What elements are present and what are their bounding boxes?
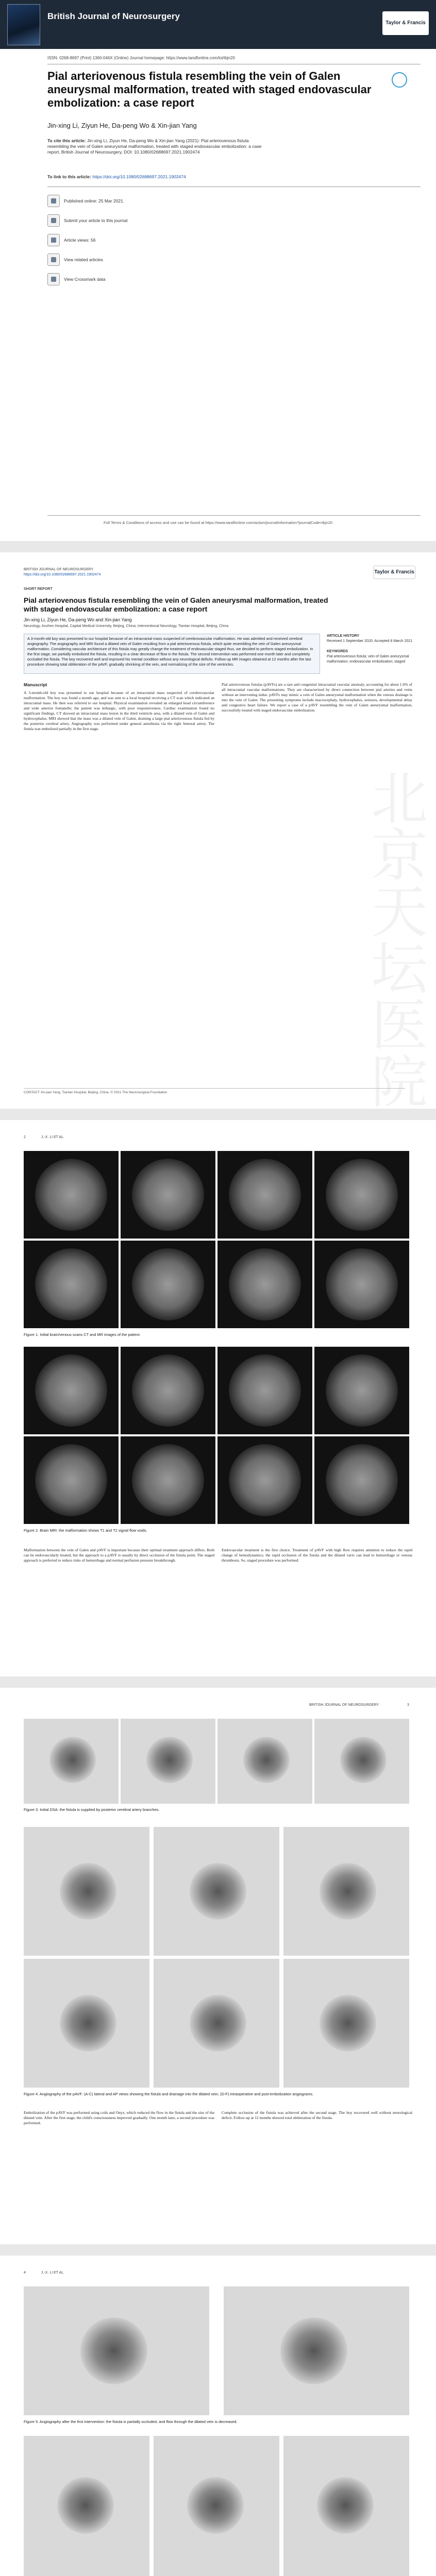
article-page-1 (0, 552, 436, 1109)
running-head: J.-X. LI ET AL. (41, 2271, 65, 2275)
abstract-box: A 3-month-old boy was presented to our hospital because of an intracranial mass suspected of cerebrovascular malformation. He was admitted and received cerebral angiography. The angiography and MRI found a dilated vein of Galen resulting from a pial arteriovenous fistula, which quite resembling the vein of Galen aneurysmal malformation. Considering vascular architecture of this fistula may greatly change the treatment of endovascular staged thus, we decided to perform staged embolization. In the first stage, we partially embolized the fistula, resulting in a clear decrease of flow in the fistula. The second intervention was performed one month later and completely occluded the fistula. The boy recovered well and improved his mental condition without any neurological deficits. Follow-up MR images obtained at 12 months after the last procedure showing total obliteration of the pAVF, gradually shrinking of the vein, and normalizing of the size of the ventricles. (24, 634, 320, 674)
bar-chart-icon (47, 234, 60, 246)
related-articles-link[interactable] (47, 253, 103, 266)
figure-3-panel-c (217, 1719, 312, 1804)
article-history (327, 634, 414, 665)
figure-1-panel-f (121, 1241, 215, 1328)
running-head: BRITISH JOURNAL OF NEUROSURGERY (309, 1703, 379, 1707)
issn-line: ISSN: 0268-8697 (Print) 1360-046X (Online) Journal homepage: https://www.tandfonline.com/loi/ibjn20 (47, 56, 235, 60)
figure-1-panel-g (217, 1241, 312, 1328)
page-separator (0, 1109, 436, 1120)
figure-5-panel-b (224, 2286, 409, 2415)
figure-2-panel-c (217, 1347, 312, 1434)
pencil-icon (47, 214, 60, 227)
figure-2-caption: Figure 2. Brain MRI: the malformation shows T1 and T2 signal flow voids. (24, 1528, 147, 1533)
page-number: 2 (24, 1136, 26, 1139)
page-separator (0, 2244, 436, 2256)
figure-2-panel-f (121, 1436, 215, 1524)
figure-4-panel-e (154, 1959, 279, 2088)
figure-1-panel-h (314, 1241, 409, 1328)
doi-link[interactable]: https://doi.org/10.1080/02688697.2021.1902474 (92, 174, 186, 179)
figure-4-panel-f (283, 1959, 409, 2088)
history-text: Received 1 September 2020; Accepted 8 March 2021 (327, 639, 413, 643)
figure-2-panel-d (314, 1347, 409, 1434)
article-authors: Jin-xing Li, Ziyun He, Da-peng Wo & Xin-jian Yang (47, 122, 197, 129)
figure-4-caption: Figure 4. Angiography of the pAVF: (A-C) lateral and AP views showing the fistula and drainage into the dilated vein; (D-F) intraoperative and post-embolization angiograms. (24, 2092, 314, 2096)
publisher-logo: Taylor & Francis (373, 566, 415, 579)
figure-3-panel-b (121, 1719, 215, 1804)
journal-header (0, 0, 436, 49)
figure-4-panel-b (154, 1827, 279, 1956)
body-column-right: Endovascular treatment is the first choice. Treatment of pAVF with high flow requires attention to reduce the rapid change of hemodynamics; the rapid occlusion of the fistula and the dilated varix can lead to hemorrhage or venous thrombosis. So, staged procedure was performed. (222, 1548, 412, 1563)
figure-6-panel-a (24, 2436, 149, 2576)
calendar-icon (47, 195, 60, 207)
article-views-text: Article views: 56 (64, 238, 96, 243)
keywords-label: KEYWORDS (327, 650, 348, 653)
crossmark-link[interactable] (47, 273, 106, 285)
published-online-text: Published online: 25 Mar 2021. (64, 198, 125, 204)
related-articles-text: View related articles (64, 257, 103, 262)
figure-1-panel-d (314, 1151, 409, 1239)
figure-3-panel-d (314, 1719, 409, 1804)
running-head: J.-X. LI ET AL. (41, 1136, 65, 1139)
journal-title: British Journal of Neurosurgery (47, 11, 180, 21)
figure-2-panel-h (314, 1436, 409, 1524)
affiliation: Neurology, Anzhen Hospital, Capital Medical University, Beijing, China; Interventional Neurology, Tiantan Hospital, Beijing, China (24, 624, 229, 628)
figure-4-panel-c (283, 1827, 409, 1956)
page-number: 4 (24, 2271, 26, 2275)
body-column-left: A 3-month-old boy was presented to our hospital because of an intracranial mass suspected of cerebrovascular malformation. The boy was found a month ago, and was sent to a local hospital receiving a CT scan which indicated an intracranial mass. He then was referred to our hospital. Physical examination revealed an enlarged head circumference and wide anterior fontanelle; the patient was lethargic, with poor responsiveness. Cardiac examination found no significant findings. CT showed an intracranial mass lesion in the third ventricle area, with a dilated vein of Galen and hydrocephalus. MRI showed that the mass was a dilated vein of Galen, draining a large pial arteriovenous fistula fed by the posterior cerebral artery. Angiography was performed under general anesthesia via the right femoral artery. The fistula was embolized partially in the first stage. (24, 690, 214, 731)
crossmark-small-icon (47, 273, 60, 285)
divider (47, 515, 421, 516)
figure-3-caption: Figure 3. Initial DSA: the fistula is supplied by posterior cerebral artery branches. (24, 1807, 160, 1812)
publisher-logo: Taylor & Francis (382, 11, 429, 35)
section-label: SHORT REPORT (24, 587, 53, 591)
article-page-4 (0, 2256, 436, 2576)
page-separator (0, 541, 436, 552)
figure-6-panel-c (283, 2436, 409, 2576)
cite-lead: To cite this article: (47, 138, 86, 143)
figure-5-panel-a (24, 2286, 209, 2415)
article-authors: Jin-xing Li, Ziyun He, Da-peng Wo and Xin-jian Yang (24, 617, 132, 622)
figure-2-panel-g (217, 1436, 312, 1524)
figure-3-panel-a (24, 1719, 119, 1804)
figure-1-panel-a (24, 1151, 119, 1239)
running-head: BRITISH JOURNAL OF NEUROSURGERY (24, 568, 94, 571)
terms-link[interactable]: Full Terms & Conditions of access and use can be found at https://www.tandfonline.com/action/journalInformation?journalCode=ibjn20 (103, 520, 333, 525)
page-number: 3 (407, 1703, 409, 1707)
article-page-2 (0, 1120, 436, 1676)
crossmark-icon[interactable] (392, 72, 407, 88)
article-page-3 (0, 1688, 436, 2244)
history-label: ARTICLE HISTORY (327, 634, 360, 638)
manuscript-heading: Manuscript (24, 682, 47, 687)
body-column-right: Complete occlusion of the fistula was achieved after the second stage. The boy recovered well without neurological deficit. Follow-up at 12 months showed total obliteration of the fistula. (222, 2110, 412, 2120)
figure-2-panel-a (24, 1347, 119, 1434)
footnote: CONTACT Xin-jian Yang, Tiantan Hospital, Beijing, China. © 2021 The Neurosurgical Foundation (24, 1088, 405, 1095)
figure-4-panel-d (24, 1959, 149, 2088)
page-separator (0, 1676, 436, 1688)
article-title: Pial arteriovenous fistula resembling the vein of Galen aneurysmal malformation, treated with staged endovascular embolization: a case report (47, 70, 372, 109)
article-title: Pial arteriovenous fistula resembling the vein of Galen aneurysmal malformation, treated with staged endovascular embolization: a case report (24, 596, 328, 613)
link-lead: To link to this article: (47, 174, 91, 179)
crossmark-text: View Crossmark data (64, 277, 106, 282)
body-column-right: Pial arteriovenous fistulas (pAVFs) are a rare and congenital intracranial vascular anomaly, accounting for about 1.6% of all intracranial vascular malformations. They are characterized by direct connection between pial arteries and veins without an intervening nidus. pAVFs may mimic a vein of Galen aneurysmal malformation when the venous drainage is into the vein of Galen. The presenting symptoms include macrocephaly, hydrocephalus, seizures, developmental delay and congestive heart failure. We report a case of a pAVF resembling the vein of Galen aneurysmal malformation, successfully treated with staged endovascular embolization. (222, 682, 412, 713)
figure-1-panel-c (217, 1151, 312, 1239)
published-online-row (47, 195, 124, 207)
link-block (47, 174, 264, 180)
watermark: 北京天坛医院 (362, 769, 428, 1109)
submit-article-text: Submit your article to this journal (64, 218, 128, 223)
cover-page (0, 0, 436, 541)
keywords-text: Pial arteriovenous fistula; vein of Galen aneurysmal malformation; endovascular embolization; staged (327, 655, 409, 664)
citation-block (47, 138, 264, 155)
figure-6-panel-b (154, 2436, 279, 2576)
figure-5-caption: Figure 5. Angiography after the first intervention: the fistula is partially occluded, and flow through the dilated vein is decreased. (24, 2419, 238, 2424)
cite-text: Jin-xing Li, Ziyun He, Da-peng Wo & Xin-jian Yang (2021): Pial arteriovenous fistula resembling the vein of Galen aneurysmal malformation, treated with staged endovascular embolization: a case report, British Journal of Neurosurgery, DOI: 10.1080/02688697.2021.1902474 (47, 138, 262, 155)
body-column-left: Malformation between the vein of Galen and pAVF is important because their optimal treatment approach differs. Both can be endovascularly treated, but the approach to a pAVF is usually by direct occlusion of the fistula point. The staged approach is preferred to reduce risks of hemorrhage and normal perfusion pressure breakthrough. (24, 1548, 214, 1563)
figure-1-panel-b (121, 1151, 215, 1239)
body-column-left: Embolization of the pAVF was performed using coils and Onyx, which reduced the flow in the fistula and the size of the dilated vein. After the first stage, the child's consciousness improved gradually. One month later, a second procedure was performed. (24, 2110, 214, 2125)
figure-2-panel-b (121, 1347, 215, 1434)
figure-1-panel-e (24, 1241, 119, 1328)
page-doi[interactable]: https://doi.org/10.1080/02688697.2021.1902474 (24, 573, 101, 577)
submit-article-link[interactable] (47, 214, 127, 227)
figure-1-caption: Figure 1. Initial brain/venous scans CT and MR images of the patient. (24, 1332, 141, 1337)
related-icon (47, 253, 60, 266)
article-views-row (47, 234, 95, 246)
figure-2-panel-e (24, 1436, 119, 1524)
journal-cover-image (7, 4, 40, 45)
figure-4-panel-a (24, 1827, 149, 1956)
